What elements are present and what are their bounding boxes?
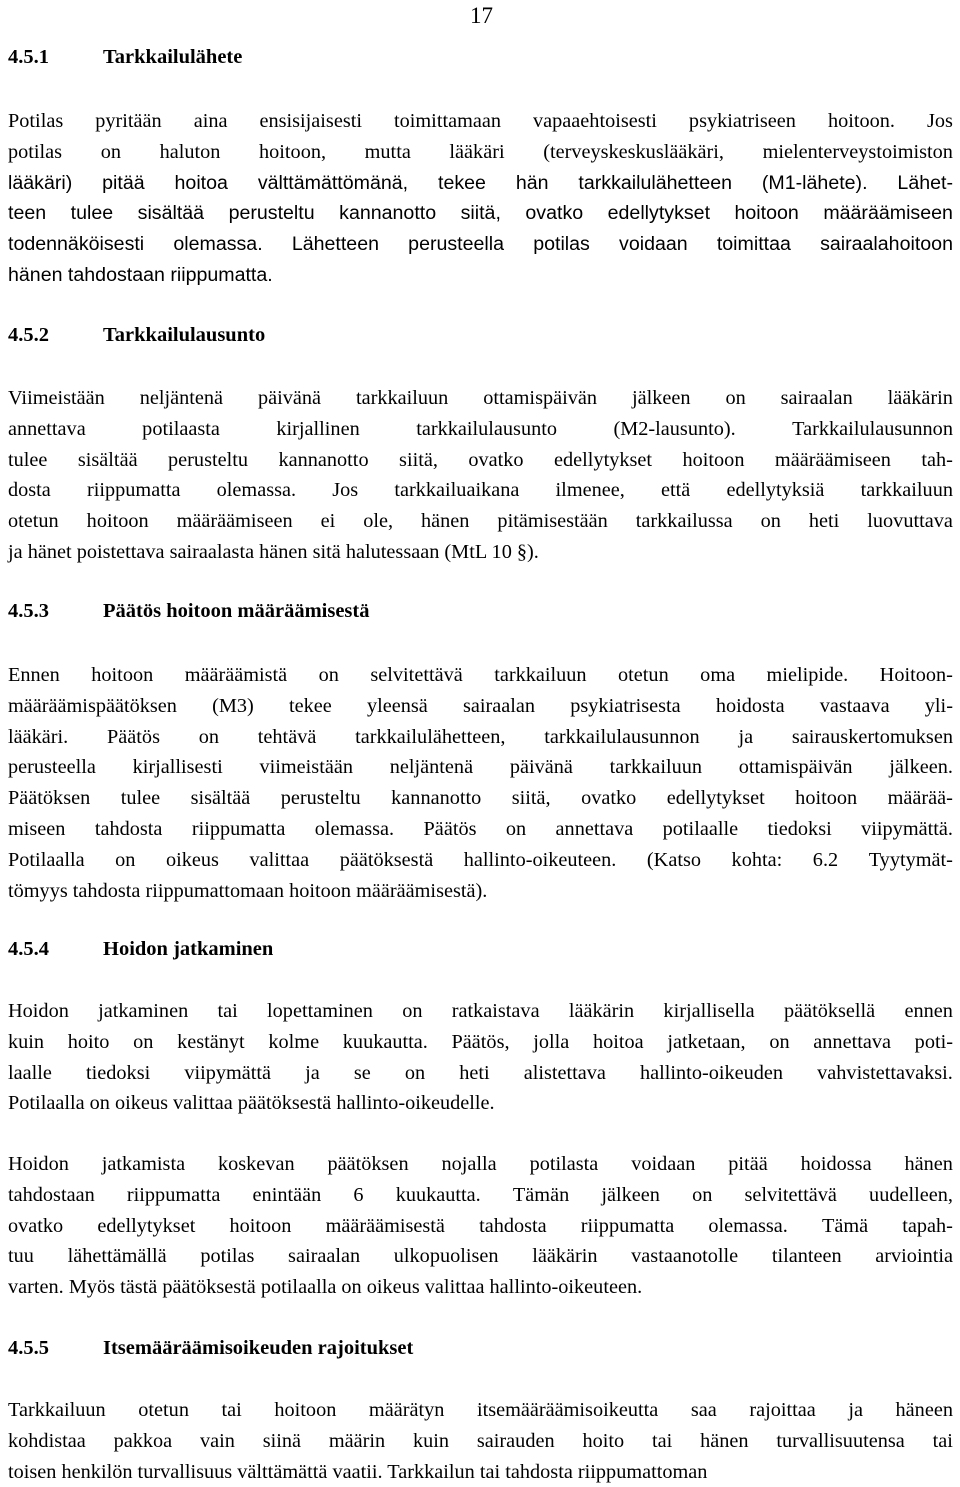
section-number: 4.5.1 <box>8 46 49 68</box>
section-title: Itsemääräämisoikeuden rajoitukset <box>103 1337 414 1359</box>
text-line: kohdistaa pakkoa vain siinä määrin kuin sairauden hoito tai hänen turvallisuutensa tai <box>8 1429 953 1452</box>
text-line: varten. Myös tästä päätöksestä potilaalla on oikeus valittaa hallinto-oikeuteen. <box>8 1276 643 1299</box>
text-line: tömyys tahdosta riippumattomaan hoitoon määräämisestä). <box>8 879 488 902</box>
text-line: Potilaalla on oikeus valittaa päätöksestä hallinto-oikeuteen. (Katso kohta: 6.2 Tyytymät- <box>8 848 953 871</box>
text-line: miseen tahdosta riippumatta olemassa. Päätös on annettava potilaalle tiedoksi viipymättä. <box>8 817 953 840</box>
section-title: Hoidon jatkaminen <box>103 938 274 960</box>
text-line: tuu lähettämällä potilas sairaalan ulkopuolisen lääkärin vastaanotolle tilanteen arviointia <box>8 1245 953 1268</box>
page-number: 17 <box>470 3 493 28</box>
text-line: Hoidon jatkamista koskevan päätöksen nojalla potilasta voidaan pitää hoidossa hänen <box>8 1153 953 1175</box>
text-line: Potilaalla on oikeus valittaa päätöksestä hallinto-oikeudelle. <box>8 1092 495 1115</box>
section-heading-4-5-3 <box>8 598 369 624</box>
section-number: 4.5.2 <box>8 324 49 346</box>
text-line: hänen tahdostaan riippumatta. <box>8 263 273 286</box>
section-number: 4.5.4 <box>8 938 49 960</box>
text-line: lääkäri. Päätös on tehtävä tarkkailulähetteen, tarkkailulausunnon ja sairauskertomuksen <box>8 725 953 748</box>
paragraph <box>8 383 953 568</box>
text-line: Tarkkailuun otetun tai hoitoon määrätyn itsemääräämisoikeutta saa rajoittaa ja häneen <box>8 1399 953 1421</box>
text-line: laalle tiedoksi viipymättä ja se on heti alistettava hallinto-oikeuden vahvistettavaksi. <box>8 1061 953 1084</box>
paragraph <box>8 660 953 906</box>
text-line: todennäköisesti olemassa. Lähetteen perusteella potilas voidaan toimittaa sairaalahoitoon <box>8 233 953 256</box>
text-line: lääkäri) pitää hoitoa välttämättömänä, tekee hän tarkkailulähetteen (M1-lähete). Lähet- <box>8 171 953 194</box>
text-line: perusteella kirjallisesti viimeistään neljäntenä päivänä tarkkailuun ottamispäivän jälkeen. <box>8 756 953 779</box>
text-line: Hoidon jatkaminen tai lopettaminen on ratkaistava lääkärin kirjallisella päätöksellä ennen <box>8 1000 953 1022</box>
text-line: tulee sisältää perusteltu kannanotto siitä, ovatko edellytykset hoitoon määräämiseen tah- <box>8 448 953 471</box>
section-title: Tarkkailulähete <box>103 46 243 68</box>
text-line: teen tulee sisältää perusteltu kannanotto siitä, ovatko edellytykset hoitoon määräämiseen <box>8 202 953 225</box>
section-number: 4.5.5 <box>8 1337 49 1359</box>
paragraph <box>8 1395 953 1487</box>
paragraph <box>8 106 953 291</box>
text-line: toisen henkilön turvallisuus välttämättä vaatii. Tarkkailun tai tahdosta riippumattoman <box>8 1460 708 1483</box>
text-line: potilas on haluton hoitoon, mutta lääkäri (terveyskeskuslääkäri, mielenterveystoimiston <box>8 140 953 163</box>
section-heading-4-5-1 <box>8 44 242 70</box>
text-line: tahdostaan riippumatta enintään 6 kuukautta. Tämän jälkeen on selvitettävä uudelleen, <box>8 1183 953 1206</box>
text-line: annettava potilaasta kirjallinen tarkkailulausunto (M2-lausunto). Tarkkailulausunnon <box>8 417 953 440</box>
text-line: dosta riippumatta olemassa. Jos tarkkailuaikana ilmenee, että edellytyksiä tarkkailuun <box>8 479 953 502</box>
section-title: Tarkkailulausunto <box>103 324 266 346</box>
section-title: Päätös hoitoon määräämisestä <box>103 600 370 622</box>
section-number: 4.5.3 <box>8 600 49 622</box>
text-line: ja hänet poistettava sairaalasta hänen sitä halutessaan (MtL 10 §). <box>8 540 539 563</box>
section-heading-4-5-2 <box>8 322 265 348</box>
text-line: Potilas pyritään aina ensisijaisesti toimittamaan vapaaehtoisesti psykiatriseen hoitoon. Jos <box>8 110 953 132</box>
text-line: otetun hoitoon määräämiseen ei ole, hänen pitämisestään tarkkailussa on heti luovuttava <box>8 510 953 533</box>
paragraph <box>8 996 953 1119</box>
text-line: Päätöksen tulee sisältää perusteltu kannanotto siitä, ovatko edellytykset hoitoon määrää- <box>8 787 953 810</box>
text-line: ovatko edellytykset hoitoon määräämisestä tahdosta riippumatta olemassa. Tämä tapah- <box>8 1214 953 1237</box>
text-line: määräämispäätöksen (M3) tekee yleensä sairaalan psykiatrisesta hoidosta vastaava yli- <box>8 694 953 717</box>
text-line: kuin hoito on kestänyt kolme kuukautta. Päätös, jolla hoitoa jatketaan, on annettava poti- <box>8 1030 953 1053</box>
text-line: Ennen hoitoon määräämistä on selvitettävä tarkkailuun otetun oma mielipide. Hoitoon- <box>8 664 953 686</box>
text-line: Viimeistään neljäntenä päivänä tarkkailuun ottamispäivän jälkeen on sairaalan lääkärin <box>8 387 953 409</box>
section-heading-4-5-4 <box>8 936 273 962</box>
paragraph <box>8 1149 953 1303</box>
section-heading-4-5-5 <box>8 1335 413 1361</box>
